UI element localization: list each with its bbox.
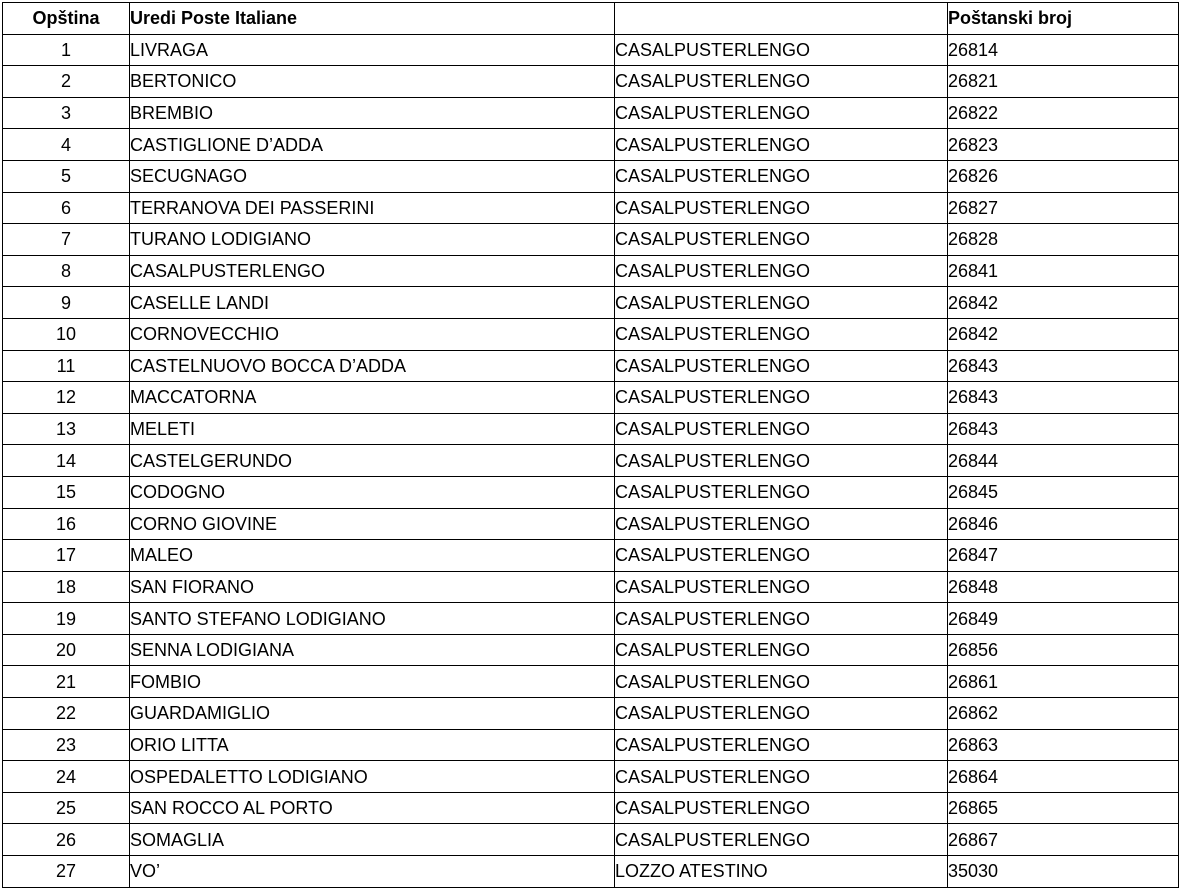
row-comune: SECUGNAGO bbox=[130, 160, 615, 192]
row-zip: 26844 bbox=[948, 445, 1179, 477]
row-comune: OSPEDALETTO LODIGIANO bbox=[130, 761, 615, 793]
postal-codes-table bbox=[2, 2, 1179, 888]
row-comune: CASALPUSTERLENGO bbox=[130, 255, 615, 287]
table-row bbox=[3, 34, 1179, 66]
table-row bbox=[3, 318, 1179, 350]
row-comune: SAN FIORANO bbox=[130, 571, 615, 603]
row-number: 7 bbox=[3, 224, 130, 256]
row-number: 14 bbox=[3, 445, 130, 477]
row-zip: 26827 bbox=[948, 192, 1179, 224]
row-number: 5 bbox=[3, 160, 130, 192]
row-office: CASALPUSTERLENGO bbox=[615, 34, 948, 66]
row-comune: SAN ROCCO AL PORTO bbox=[130, 792, 615, 824]
row-zip: 26842 bbox=[948, 287, 1179, 319]
table-row bbox=[3, 224, 1179, 256]
row-number: 13 bbox=[3, 413, 130, 445]
table-row bbox=[3, 824, 1179, 856]
row-number: 6 bbox=[3, 192, 130, 224]
row-office: CASALPUSTERLENGO bbox=[615, 666, 948, 698]
row-number: 8 bbox=[3, 255, 130, 287]
row-office: CASALPUSTERLENGO bbox=[615, 350, 948, 382]
row-comune: CASTIGLIONE D’ADDA bbox=[130, 129, 615, 161]
row-comune: CASTELGERUNDO bbox=[130, 445, 615, 477]
row-number: 15 bbox=[3, 476, 130, 508]
row-zip: 26865 bbox=[948, 792, 1179, 824]
row-zip: 26862 bbox=[948, 698, 1179, 730]
row-zip: 35030 bbox=[948, 856, 1179, 888]
row-office: CASALPUSTERLENGO bbox=[615, 287, 948, 319]
row-comune: TERRANOVA DEI PASSERINI bbox=[130, 192, 615, 224]
table-row bbox=[3, 413, 1179, 445]
row-comune: BERTONICO bbox=[130, 66, 615, 98]
row-number: 10 bbox=[3, 318, 130, 350]
row-number: 2 bbox=[3, 66, 130, 98]
row-zip: 26845 bbox=[948, 476, 1179, 508]
table-row bbox=[3, 382, 1179, 414]
row-comune: LIVRAGA bbox=[130, 34, 615, 66]
row-number: 23 bbox=[3, 729, 130, 761]
row-number: 9 bbox=[3, 287, 130, 319]
row-office: CASALPUSTERLENGO bbox=[615, 66, 948, 98]
header-blank bbox=[615, 3, 948, 35]
row-zip: 26841 bbox=[948, 255, 1179, 287]
table-row bbox=[3, 508, 1179, 540]
row-comune: CODOGNO bbox=[130, 476, 615, 508]
row-zip: 26823 bbox=[948, 129, 1179, 161]
row-number: 19 bbox=[3, 603, 130, 635]
header-zip: Poštanski broj bbox=[948, 3, 1179, 35]
row-number: 12 bbox=[3, 382, 130, 414]
row-comune: GUARDAMIGLIO bbox=[130, 698, 615, 730]
row-zip: 26843 bbox=[948, 382, 1179, 414]
table-row bbox=[3, 192, 1179, 224]
row-zip: 26847 bbox=[948, 540, 1179, 572]
row-office: CASALPUSTERLENGO bbox=[615, 413, 948, 445]
row-zip: 26814 bbox=[948, 34, 1179, 66]
row-comune: ORIO LITTA bbox=[130, 729, 615, 761]
row-comune: CASELLE LANDI bbox=[130, 287, 615, 319]
row-comune: SENNA LODIGIANA bbox=[130, 634, 615, 666]
table-row bbox=[3, 792, 1179, 824]
row-zip: 26843 bbox=[948, 350, 1179, 382]
table-row bbox=[3, 698, 1179, 730]
table-row bbox=[3, 287, 1179, 319]
row-number: 17 bbox=[3, 540, 130, 572]
row-office: CASALPUSTERLENGO bbox=[615, 571, 948, 603]
table-row bbox=[3, 97, 1179, 129]
row-office: CASALPUSTERLENGO bbox=[615, 224, 948, 256]
row-zip: 26863 bbox=[948, 729, 1179, 761]
row-comune: TURANO LODIGIANO bbox=[130, 224, 615, 256]
row-comune: CORNOVECCHIO bbox=[130, 318, 615, 350]
row-office: CASALPUSTERLENGO bbox=[615, 603, 948, 635]
header-office: Uredi Poste Italiane bbox=[130, 3, 615, 35]
row-office: CASALPUSTERLENGO bbox=[615, 318, 948, 350]
row-office: CASALPUSTERLENGO bbox=[615, 508, 948, 540]
table-row bbox=[3, 350, 1179, 382]
row-office: CASALPUSTERLENGO bbox=[615, 97, 948, 129]
row-comune: FOMBIO bbox=[130, 666, 615, 698]
row-office: CASALPUSTERLENGO bbox=[615, 698, 948, 730]
row-zip: 26867 bbox=[948, 824, 1179, 856]
row-number: 18 bbox=[3, 571, 130, 603]
row-comune: MALEO bbox=[130, 540, 615, 572]
row-number: 4 bbox=[3, 129, 130, 161]
table-row bbox=[3, 160, 1179, 192]
table-header-row bbox=[3, 3, 1179, 35]
table-row bbox=[3, 666, 1179, 698]
row-office: CASALPUSTERLENGO bbox=[615, 445, 948, 477]
table-row bbox=[3, 476, 1179, 508]
row-number: 22 bbox=[3, 698, 130, 730]
row-zip: 26861 bbox=[948, 666, 1179, 698]
row-number: 16 bbox=[3, 508, 130, 540]
row-comune: CASTELNUOVO BOCCA D’ADDA bbox=[130, 350, 615, 382]
row-zip: 26826 bbox=[948, 160, 1179, 192]
row-number: 26 bbox=[3, 824, 130, 856]
row-number: 24 bbox=[3, 761, 130, 793]
row-number: 27 bbox=[3, 856, 130, 888]
row-comune: BREMBIO bbox=[130, 97, 615, 129]
table-body bbox=[3, 34, 1179, 887]
table-row bbox=[3, 129, 1179, 161]
row-office: CASALPUSTERLENGO bbox=[615, 382, 948, 414]
row-comune: CORNO GIOVINE bbox=[130, 508, 615, 540]
row-office: CASALPUSTERLENGO bbox=[615, 729, 948, 761]
row-comune: SANTO STEFANO LODIGIANO bbox=[130, 603, 615, 635]
row-comune: MACCATORNA bbox=[130, 382, 615, 414]
table-row bbox=[3, 445, 1179, 477]
row-office: CASALPUSTERLENGO bbox=[615, 761, 948, 793]
row-office: CASALPUSTERLENGO bbox=[615, 634, 948, 666]
table-row bbox=[3, 255, 1179, 287]
row-zip: 26821 bbox=[948, 66, 1179, 98]
row-office: CASALPUSTERLENGO bbox=[615, 540, 948, 572]
row-zip: 26849 bbox=[948, 603, 1179, 635]
row-office: CASALPUSTERLENGO bbox=[615, 160, 948, 192]
table-row bbox=[3, 540, 1179, 572]
row-office: CASALPUSTERLENGO bbox=[615, 255, 948, 287]
row-zip: 26856 bbox=[948, 634, 1179, 666]
row-number: 11 bbox=[3, 350, 130, 382]
row-office: LOZZO ATESTINO bbox=[615, 856, 948, 888]
table-row bbox=[3, 66, 1179, 98]
table-row bbox=[3, 571, 1179, 603]
table-row bbox=[3, 603, 1179, 635]
row-number: 21 bbox=[3, 666, 130, 698]
row-comune: VO’ bbox=[130, 856, 615, 888]
table-row bbox=[3, 729, 1179, 761]
table-row bbox=[3, 761, 1179, 793]
row-zip: 26843 bbox=[948, 413, 1179, 445]
row-office: CASALPUSTERLENGO bbox=[615, 192, 948, 224]
row-office: CASALPUSTERLENGO bbox=[615, 792, 948, 824]
row-zip: 26848 bbox=[948, 571, 1179, 603]
row-office: CASALPUSTERLENGO bbox=[615, 476, 948, 508]
row-zip: 26864 bbox=[948, 761, 1179, 793]
header-number: Opština bbox=[3, 3, 130, 35]
row-comune: SOMAGLIA bbox=[130, 824, 615, 856]
row-number: 1 bbox=[3, 34, 130, 66]
table-row bbox=[3, 856, 1179, 888]
table-row bbox=[3, 634, 1179, 666]
row-office: CASALPUSTERLENGO bbox=[615, 824, 948, 856]
row-number: 3 bbox=[3, 97, 130, 129]
row-zip: 26822 bbox=[948, 97, 1179, 129]
row-zip: 26846 bbox=[948, 508, 1179, 540]
row-office: CASALPUSTERLENGO bbox=[615, 129, 948, 161]
row-zip: 26828 bbox=[948, 224, 1179, 256]
row-zip: 26842 bbox=[948, 318, 1179, 350]
row-comune: MELETI bbox=[130, 413, 615, 445]
row-number: 20 bbox=[3, 634, 130, 666]
row-number: 25 bbox=[3, 792, 130, 824]
